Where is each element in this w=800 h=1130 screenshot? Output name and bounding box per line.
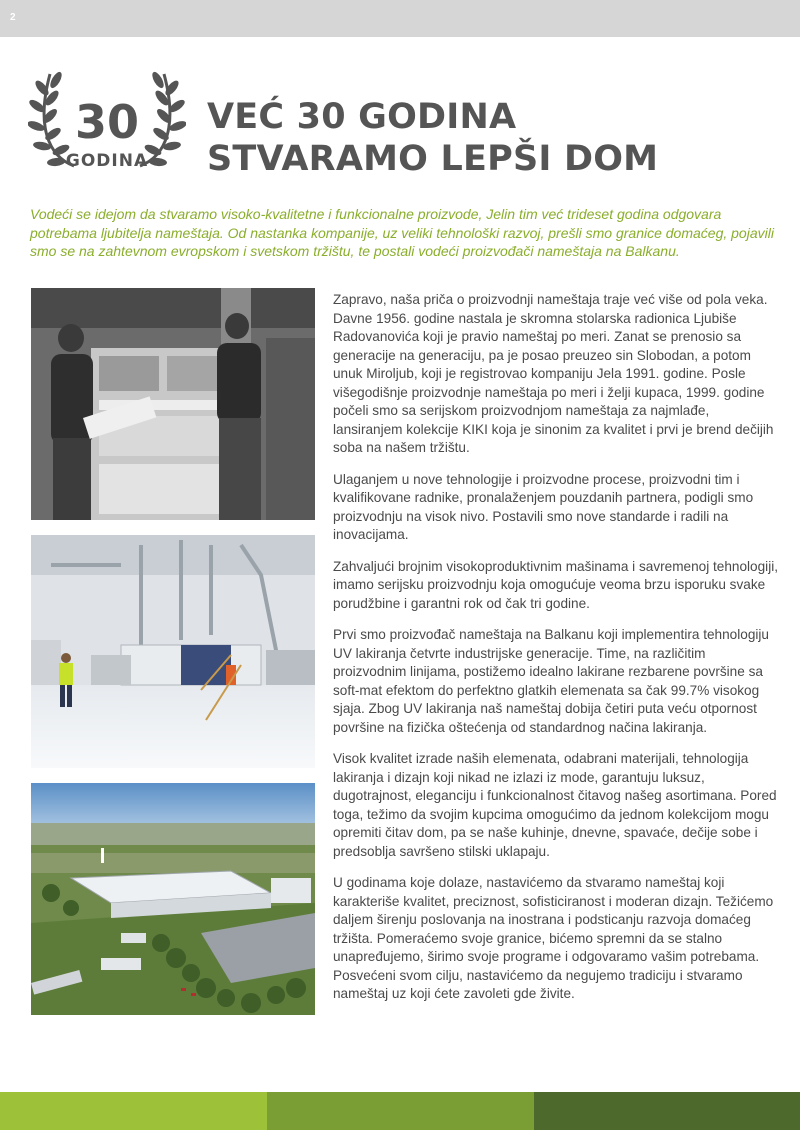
factory-aerial-photo [31, 783, 315, 1015]
page-headline [207, 96, 658, 180]
body-paragraph-2: Ulaganjem u nove tehnologije i proizvodne procese, proizvodni tim i kvalifikovane radnike, pronalaženjem pouzdanih partnera, podigli smo proizvodnju na visok nivo. Postavili smo nove standarde i radili na inovacijama. [333, 471, 754, 542]
body-paragraph-6: U godinama koje dolaze, nastavićemo da stvaramo nameštaj koji karakteriše kvalitet, preciznost, sofisticiranost i moderan dizajn. Težićemo daljem širenju poslovanja na inostrana i podsticanju razvoja domaćeg tržišta. Pomeraćemo svoje granice, bićemo spremni da se stalno unapređujemo, širimo svoje programe i odgovaramo vašim potrebama. Posvećeni svom cilju, nastavićemo da negujemo tradiciju i stvaramo nameštaj uz koji ćete zavoleti gde živite. [333, 875, 774, 1001]
body-paragraph-1: Zapravo, naša priča o proizvodnji nameštaja traje već više od pola veka. Davne 1956. godine nastala je skromna stolarska radionica Ljubiše Radovanovića koji je pravio nameštaj po meri. Zanat se prenosio sa generacije na generaciju, pa je posao preuzeo sin Slobodan, a potom unuk Miroljub, koji je registrovao kompaniju Jela 1991. godine. Posle višegodišnje proizvodnje nameštaja po meri i želji kupaca, 1999. godine počeli smo sa serijskom proizvodnjom nameštaja za najmlađe, lansiranjem kolekcije KIKI koja je sinonim za kvalitet i prvi je brend dečijih soba na našem tržištu. [333, 292, 774, 455]
headline-line-1: VEĆ 30 GODINA [207, 97, 517, 137]
footer-band-light [0, 1092, 267, 1130]
anniversary-laurel-logo [28, 66, 186, 178]
body-paragraph-3: Zahvaljući brojnim visokoproduktivnim mašinama i savremenoj tehnologiji, imamo serijsku proizvodnju koja omogućuje veoma brzu isporuku svake porudžbine i garantni rok od čak tri godine. [333, 558, 779, 611]
page-number: 2 [10, 12, 16, 23]
historic-workshop-photo [31, 288, 315, 520]
factory-interior-photo [31, 535, 315, 768]
top-bar [0, 0, 800, 37]
intro-paragraph: Vodeći se idejom da stvaramo visoko-kvalitetne i funkcionalne proizvode, Jelin tim već trideset godina odgovara potrebama ljubitelja nameštaja. Od nastanka kompanije, uz veliki tehnološki razvoj, prešli smo granice domaćeg, pojavili smo se na zahtevnom evropskom i svetskom tržištu, te postali vodeći proizvođači nameštaja na Balkanu. [30, 206, 774, 259]
logo-word: GODINA [65, 151, 149, 171]
body-paragraph-5: Visok kvalitet izrade naših elemenata, odabrani materijali, tehnologija lakiranja i dizajn koji nikad ne izlazi iz mode, garantuju luksuz, dugotrajnost, eleganciju i funkcionalnost čitavog našeg asortimana. Pored toga, težimo da svojim kupcima omogućimo da jednom kolekcijom mogu opremiti čitav dom, pa se naše kuhinje, dnevne, spavaće, dečije sobe i predsoblja savršeno stilski uklapaju. [333, 751, 777, 859]
body-text [333, 291, 778, 1017]
footer-band-mid [267, 1092, 534, 1130]
headline-line-2: STVARAMO LEPŠI DOM [207, 139, 659, 179]
footer-band-dark [534, 1092, 800, 1130]
logo-number: 30 [74, 95, 140, 149]
body-paragraph-4: Prvi smo proizvođač nameštaja na Balkanu koji implementira tehnologiju UV lakiranja četvrte industrijske generacije. Time, na različitim proizvodnim linijama, postižemo idealno lakirane rezbarene površine sa soft-mat efektom do perfektno glatkih elemenata sa čak 99.7% visokog sjaja. Zbog UV lakiranja naš nameštaj dobija četiri puta veću otpornost površine na fizička oštećenja od standardnog načina lakiranja. [333, 627, 769, 735]
